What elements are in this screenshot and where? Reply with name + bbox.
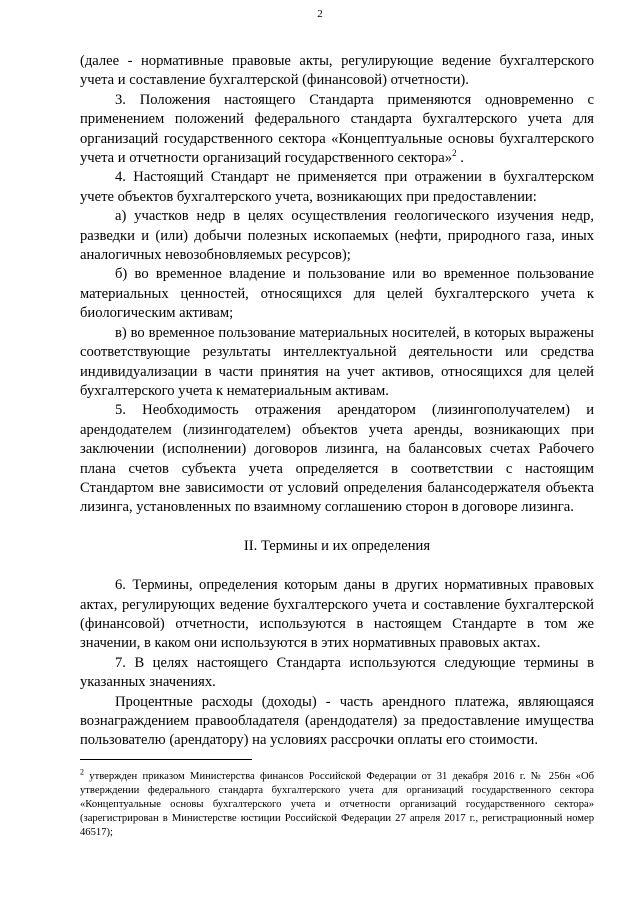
paragraph-3-text: 3. Положения настоящего Стандарта применяются одновременно с применением положений федерального стандарта бухгалтерского учета для организаций государственного сектора «Концептуальные основы бухгалтерского учета и отчетности организаций государственного сектора» [80, 91, 594, 167]
section-heading: II. Термины и их определения [243, 537, 431, 554]
document-body [80, 52, 594, 751]
paragraph-3 [80, 91, 594, 169]
footnote-marker: 2 [80, 767, 84, 777]
footnote [80, 767, 594, 840]
paragraph-5: 5. Необходимость отражения арендатором (лизингополучателем) и арендодателем (лизингодателем) объектов учета аренды, возникающих при заключении (исполнении) договоров лизинга, на балансовых счетах Рабочего плана счетов субъекта учета определяется в соответствии с настоящим Стандартом вне зависимости от условий определения балансодержателя объекта лизинга, установленных по взаимному соглашению сторон в договоре лизинга. [80, 402, 594, 516]
paragraph-4: 4. Настоящий Стандарт не применяется при отражении в бухгалтерском учете объектов бухгалтерского учета, возникающих при предоставлении: [80, 169, 594, 205]
list-item-b: б) во временное владение и пользование или во временное пользование материальных ценностей, относящихся для целей бухгалтерского учета к биологическим активам; [80, 266, 594, 322]
page-number: 2 [317, 8, 323, 20]
footnote-divider [80, 759, 252, 760]
list-item-a: а) участков недр в целях осуществления геологического изучения недр, разведки и (или) добычи полезных ископаемых (нефти, природного газа, иных аналогичных невозобновляемых ресурсов); [80, 208, 594, 264]
paragraph-7: 7. В целях настоящего Стандарта используются следующие термины в указанных значениях. [80, 654, 594, 691]
paragraph-continuation: (далее - нормативные правовые акты, регулирующие ведение бухгалтерского учета и составление бухгалтерской (финансовой) отчетности). [80, 53, 594, 89]
paragraph-6: 6. Термины, определения которым даны в других нормативных правовых актах, регулирующих ведение бухгалтерского учета и составление бухгалтерской (финансовой) отчетности, используются в настоящем Стандарте в том же значении, в каком они используются в этих нормативных правовых актах. [80, 577, 594, 652]
footnote-reference[interactable]: 2 [452, 148, 457, 159]
footnote-text: утвержден приказом Министерства финансов Российской Федерации от 31 декабря 2016 г. № 256н «Об утверждении федерального стандарта бухгалтерского учета для организаций государственного сектора «Концептуальные основы бухгалтерского учета и отчетности организаций государственного сектора» (зарегистрирован в Министерстве юстиции Российской Федерации 27 апреля 2017 г., регистрационный номер 46517); [80, 771, 594, 838]
footnote-reference-suffix: . [456, 150, 464, 167]
list-item-c: в) во временное пользование материальных носителей, в которых выражены соответствующие результаты интеллектуальной деятельности или средства индивидуализации в части принятия на учет активов, относящихся для целей бухгалтерского учета к нематериальным активам. [80, 324, 594, 399]
term-definition: Процентные расходы (доходы) - часть арендного платежа, являющаяся вознаграждением правообладателя (арендодателя) за предоставление имущества пользователю (арендатору) на условиях рассрочки оплаты его стоимости. [80, 693, 594, 749]
